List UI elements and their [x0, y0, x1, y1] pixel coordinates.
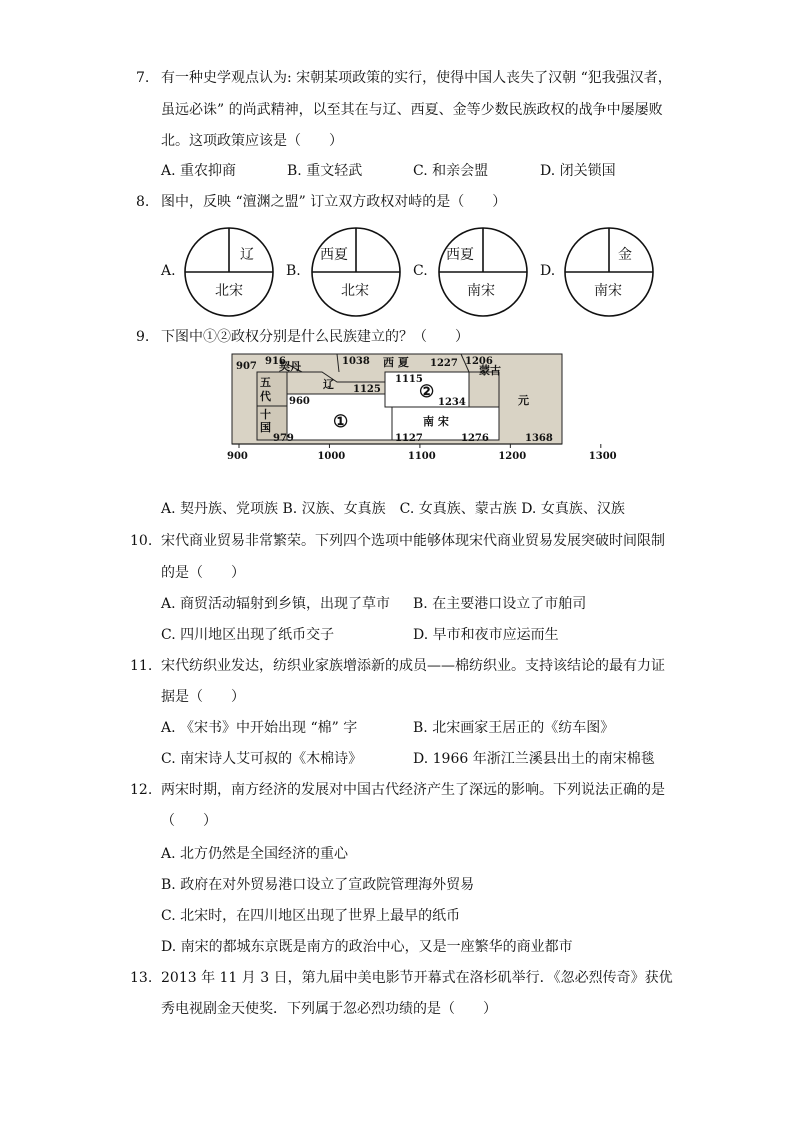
option-c[interactable]: C. 四川地区出现了纸币交子 [161, 627, 335, 643]
question-text-line: 北。这项政策应该是（ ） [161, 133, 343, 149]
question-text-line: 2013 年 11 月 3 日，第九届中美电影节开幕式在洛杉矶举行．《忽必烈传奇》获优 [161, 970, 673, 986]
label-1234: 1234 [438, 397, 466, 408]
label-circle-2: ② [419, 382, 435, 402]
label-qidan: 契丹 [279, 360, 301, 373]
svg-text:代: 代 [260, 390, 271, 403]
question-text-line: 下图中①②政权分别是什么民族建立的？（ ） [161, 329, 469, 345]
circle-diagram-c [437, 226, 529, 318]
label-liao: 辽 [323, 378, 334, 391]
circle-top-label: 西夏 [446, 247, 474, 263]
question-text-line: 两宋时期，南方经济的发展对中国古代经济产生了深远的影响。下列说法正确的是 [161, 782, 665, 798]
label-1206: 1206 [465, 356, 493, 367]
question-text-line: 据是（ ） [161, 689, 245, 705]
option-c[interactable]: C. 南宋诗人艾可叔的《木棉诗》 [161, 751, 363, 767]
label-circle-1: ① [333, 412, 349, 432]
label-yuan: 元 [518, 394, 529, 407]
label-916: 916 [265, 356, 286, 367]
question-text-line: 有一种史学观点认为: 宋朝某项政策的实行，使得中国人丧失了汉朝 “犯我强汉者， [161, 70, 672, 86]
label-1115: 1115 [395, 374, 423, 385]
x-tick-label: 1300 [588, 451, 617, 462]
x-axis-ticks [227, 444, 617, 462]
label-960: 960 [289, 396, 310, 407]
option-b[interactable]: B. 在主要港口设立了市舶司 [413, 596, 587, 612]
question-text-line: （ ） [161, 813, 217, 829]
question-text-line: 宋代纺织业发达，纺织业家族增添新的成员——棉纺织业。支持该结论的最有力证 [161, 658, 665, 674]
option-c[interactable]: C. 和亲会盟 [413, 163, 489, 179]
options-line[interactable]: A. 契丹族、党项族 B. 汉族、女真族 C. 女真族、蒙古族 D. 女真族、汉族 [161, 501, 625, 517]
x-tick-label: 1200 [498, 451, 527, 462]
question-number: 11. [130, 658, 153, 674]
option-d[interactable]: D. 闭关锁国 [540, 163, 616, 179]
label-1276: 1276 [461, 433, 489, 444]
option-a[interactable]: A. 商贸活动辐射到乡镇，出现了草市 [161, 596, 391, 612]
option-a[interactable]: A. 重农抑商 [161, 163, 237, 179]
circle-diagram-b [310, 226, 402, 318]
question-number: 12. [130, 782, 153, 798]
option-d[interactable]: D. 南宋的都城东京既是南方的政治中心，又是一座繁华的商业都市 [161, 939, 573, 955]
label-1125: 1125 [353, 384, 381, 395]
question-text-line: 秀电视剧金天使奖．下列属于忽必烈功绩的是（ ） [161, 1001, 497, 1017]
circle-top-label: 辽 [240, 247, 254, 263]
x-tick-label: 900 [227, 451, 248, 462]
question-text-line: 图中，反映 “澶渊之盟” 订立双方政权对峙的是（ ） [161, 194, 507, 210]
label-nansong: 南 宋 [423, 415, 449, 428]
circle-top-label: 西夏 [320, 247, 348, 263]
x-tick-label: 1000 [317, 451, 346, 462]
option-b[interactable]: B. 重文轻武 [287, 163, 363, 179]
circle-bottom-label: 北宋 [341, 283, 369, 299]
question-number: 13. [130, 970, 153, 986]
label-1127: 1127 [395, 433, 423, 444]
label-xixia: 西 夏 [383, 356, 409, 369]
option-b[interactable]: B. 政府在对外贸易港口设立了宣政院管理海外贸易 [161, 877, 475, 893]
circle-diagram-a [183, 226, 275, 318]
x-tick-label: 1100 [407, 451, 436, 462]
question-number: 8. [136, 194, 150, 210]
label-907: 907 [236, 361, 257, 372]
question-text-line: 的是（ ） [161, 565, 245, 581]
option-c[interactable]: C. [413, 263, 428, 279]
svg-text:十: 十 [260, 408, 271, 421]
svg-text:五: 五 [260, 376, 271, 389]
question-text-line: 宋代商业贸易非常繁荣。下列四个选项中能够体现宋代商业贸易发展突破时间限制 [161, 533, 665, 549]
label-menggu: 蒙古 [479, 364, 501, 377]
label-1038: 1038 [342, 356, 370, 367]
option-d[interactable]: D. [540, 263, 556, 279]
option-b[interactable]: B. 北宋画家王居正的《纺车图》 [413, 720, 615, 736]
svg-text:国: 国 [260, 421, 271, 434]
option-a[interactable]: A. 北方仍然是全国经济的重心 [161, 846, 349, 862]
label-979: 979 [273, 433, 294, 444]
circle-bottom-label: 南宋 [594, 283, 622, 299]
label-1368: 1368 [525, 433, 553, 444]
option-a[interactable]: A. 《宋书》中开始出现 “棉” 字 [161, 720, 358, 736]
question-number: 9. [136, 329, 150, 345]
circle-bottom-label: 南宋 [467, 283, 495, 299]
option-a[interactable]: A. [161, 263, 176, 279]
regime-timeline-chart [227, 352, 617, 464]
question-number: 10. [130, 533, 153, 549]
option-c[interactable]: C. 北宋时，在四川地区出现了世界上最早的纸币 [161, 908, 461, 924]
option-b[interactable]: B. [286, 263, 301, 279]
circle-bottom-label: 北宋 [215, 283, 243, 299]
question-number: 7. [136, 70, 150, 86]
option-d[interactable]: D. 1966 年浙江兰溪县出土的南宋棉毯 [413, 751, 655, 767]
label-1227: 1227 [430, 358, 458, 369]
circle-top-label: 金 [618, 247, 632, 263]
option-d[interactable]: D. 早市和夜市应运而生 [413, 627, 559, 643]
question-text-line: 虽远必诛” 的尚武精神，以至其在与辽、西夏、金等少数民族政权的战争中屡屡败 [161, 102, 663, 118]
circle-diagram-d [563, 226, 655, 318]
